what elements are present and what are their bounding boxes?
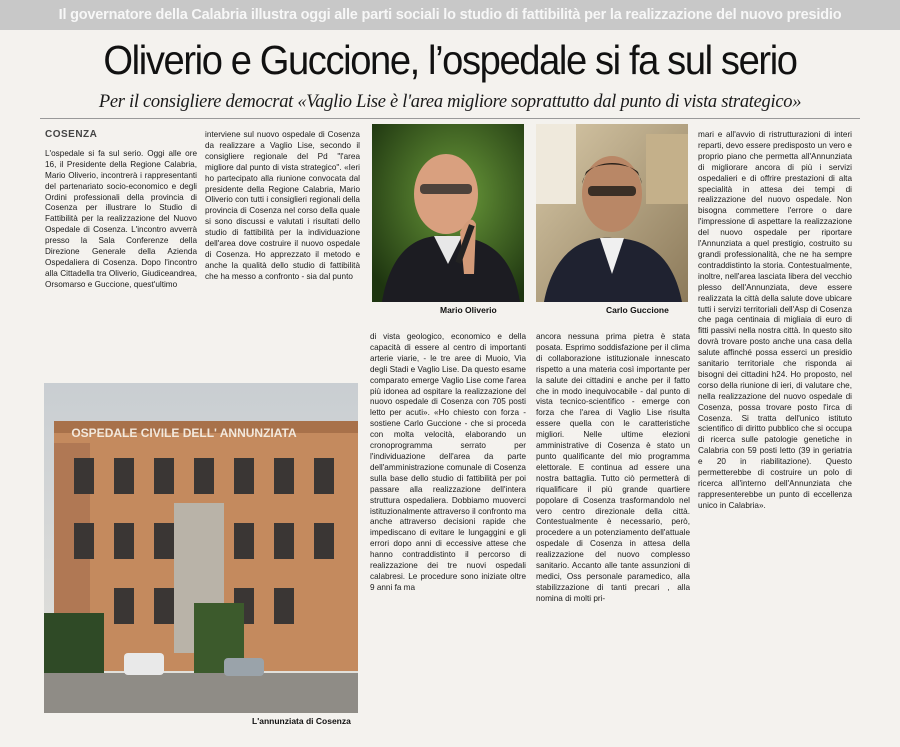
article-column-2 (205, 130, 360, 372)
caption-oliverio: Mario Oliverio (440, 305, 497, 315)
column-text: mari e all'avvio di ristrutturazioni di interi reparti, devo essere predisposto un vero e proprio piano che permetta all'Annunziata di migliorare ancora di più i servizi ospedalieri e di offrire prestazioni di alta specialità in attesa dei tempi di realizzazione del nuovo ospedale. Non bisogna commettere l'errore o dare l'impressione di aspettare la realizzazione del nuovo ospedale per riportare l'Annunziata a quel prestigio, costruito su grandi professionalità, che ne ha sempre contraddistinto la storia. Contestualmente, inoltre, nell'area lasciata libera del vecchio plesso dell'Annunziata, deve essere realizzata la città della salute dove ubicare tutti i servizi territoriali dell'Asp di Cosenza che paga centinaia di migliaia di euro di fitti passivi nella nostra città. In questo sito dovrà trovare posto anche una casa della salute affinché possa esserci un presidio sanitario territoriale che risponda ai bisogni dei cittadini h24. Ho proposto, nel corso della riunione di ieri, di valutare che, nella realizzazione del nuovo ospedale di Cosenza, possa trovare posto l'irca di Cosenza. Si tratta dell'unico istituto scientifico di diritto pubblico che si occupa di ricerca sulle patologie genetiche in Calabria con 59 posti letto (39 in geriatria e 20 in riabilitazione). Questo permetterebbe di costruire un polo di ricerca all'interno dell'Annunziata che rappresenterebbe un punto di eccellenza unico in Calabria». (698, 130, 852, 510)
column-text: interviene sul nuovo ospedale di Cosenza da realizzare a Vaglio Lise, secondo il consigliere regionale del Pd "l'area migliore dal punto di vista strategico". «Ieri ho partecipato alla riunione convocata dal presidente della Regione Calabria, Mario Oliverio con tutti i consiglieri regionali della provincia di Cosenza nel corso della quale si sono discussi e valutati i risultati dello studio di fattibilità per la individuazione dell'area dove costruire il nuovo ospedale di Cosenza. Ho apprezzato il metodo e anche la qualità dello studio di fattibilità che ha messo a confronto - sia dal punto (205, 130, 360, 281)
photo-guccione (536, 124, 688, 302)
portrait-image (536, 124, 688, 302)
subhead: Per il consigliere democrat «Vaglio Lise è l'area migliore soprattutto dal punto di vista strategico» (98, 92, 802, 112)
section-label: COSENZA (45, 130, 98, 140)
column-text: L'ospedale si fa sul serio. Oggi alle ore 16, il Presidente della Regione Calabria, Mario Oliverio, incontrerà i rappresentanti del partenariato socio-economico e degli Ordini professionali della provincia di Cosenza per illustrare lo Studio di Fattibilità per la realizzazione del Nuovo Ospedale di Cosenza. L'incontro avverrà presso la Sala Conferenze della Direzione Generale della Azienda Ospedaliera di Cosenza. Dopo l'incontro alla Cittadella tra Oliverio, Giudiceandrea, Orsomarso e Guccione, quest'ultimo (45, 148, 197, 289)
hospital-image (44, 383, 358, 713)
article-column-5 (698, 130, 852, 730)
building-sign: OSPEDALE CIVILE DELL' ANNUNZIATA (71, 426, 297, 440)
portrait-image (372, 124, 524, 302)
kicker: Il governatore della Calabria illustra oggi alle parti sociali lo studio di fattibilità per la realizzazione del nuovo presidio (0, 0, 900, 30)
photo-oliverio (372, 124, 524, 302)
photo-hospital (44, 383, 358, 713)
divider (40, 118, 860, 119)
column-text: di vista geologico, economico e della capacità di essere al centro di importanti arterie viarie, - le tre aree di Muoio, Via degli Stadi e Vaglio Lise. Da questo esame comparato emerge Vaglio Lise come l'area più idonea ad ospitare la realizzazione del nuovo ospedale di Cosenza con 705 posti letto per acuti». «Ho chiesto con forza - sostiene Carlo Guccione - che si proceda con molta velocità, elaborando un cronoprogramma serrato per l'individuazione dell'area da parte dell'amministrazione comunale di Cosenza sulla base dello studio di fattibilità per poi passare alla realizzazione dell'intera struttura ospedaliera. Dobbiamo muoverci istituzionalmente attraverso il confronto ma anche attraverso decisioni rapide che impediscano di evitare le lungaggini e gli errori dopo anni di eccessive attese che hanno contraddistinto il percorso di realizzazione dei tre nuovi ospedali calabresi. Le procedure sono iniziate oltre 9 anni fa ma (370, 332, 526, 592)
article-column-3 (370, 332, 526, 732)
article-column-4 (536, 332, 690, 732)
column-text: ancora nessuna prima pietra è stata posata. Esprimo soddisfazione per il clima di collaborazione istituzionale innescato rispetto a una materia così importante per la salute dei cittadini e anche per il fatto che in modo inequivocabile - dal punto di vista tecnico-scientifico - emerge con forza che l'area di Vaglio Lise risulta essere quella con le caratteristiche migliori. Nelle ultime elezioni amministrative di Cosenza è stato un punto qualificante del mio programma elettorale. E continua ad essere una nostra battaglia. Tutto ciò permetterà di riqualificare il più grande quartiere popolare di Cosenza trasformandolo nel vero centro direzionale della città. Contestualmente è necessario, però, procedere a un potenziamento dell'attuale ospedale di Cosenza in attesa della realizzazione del nuovo complesso sanitario. Accanto alle tante assunzioni di medici, Oss personale paramedico, alla stabilizzazione di tanti precari , alla nomina di molti pri- (536, 332, 690, 603)
caption-guccione: Carlo Guccione (606, 305, 669, 315)
headline: Oliverio e Guccione, l’ospedale si fa sul serio (103, 37, 797, 83)
caption-hospital: L'annunziata di Cosenza (252, 716, 351, 726)
article-column-1 (45, 130, 197, 372)
